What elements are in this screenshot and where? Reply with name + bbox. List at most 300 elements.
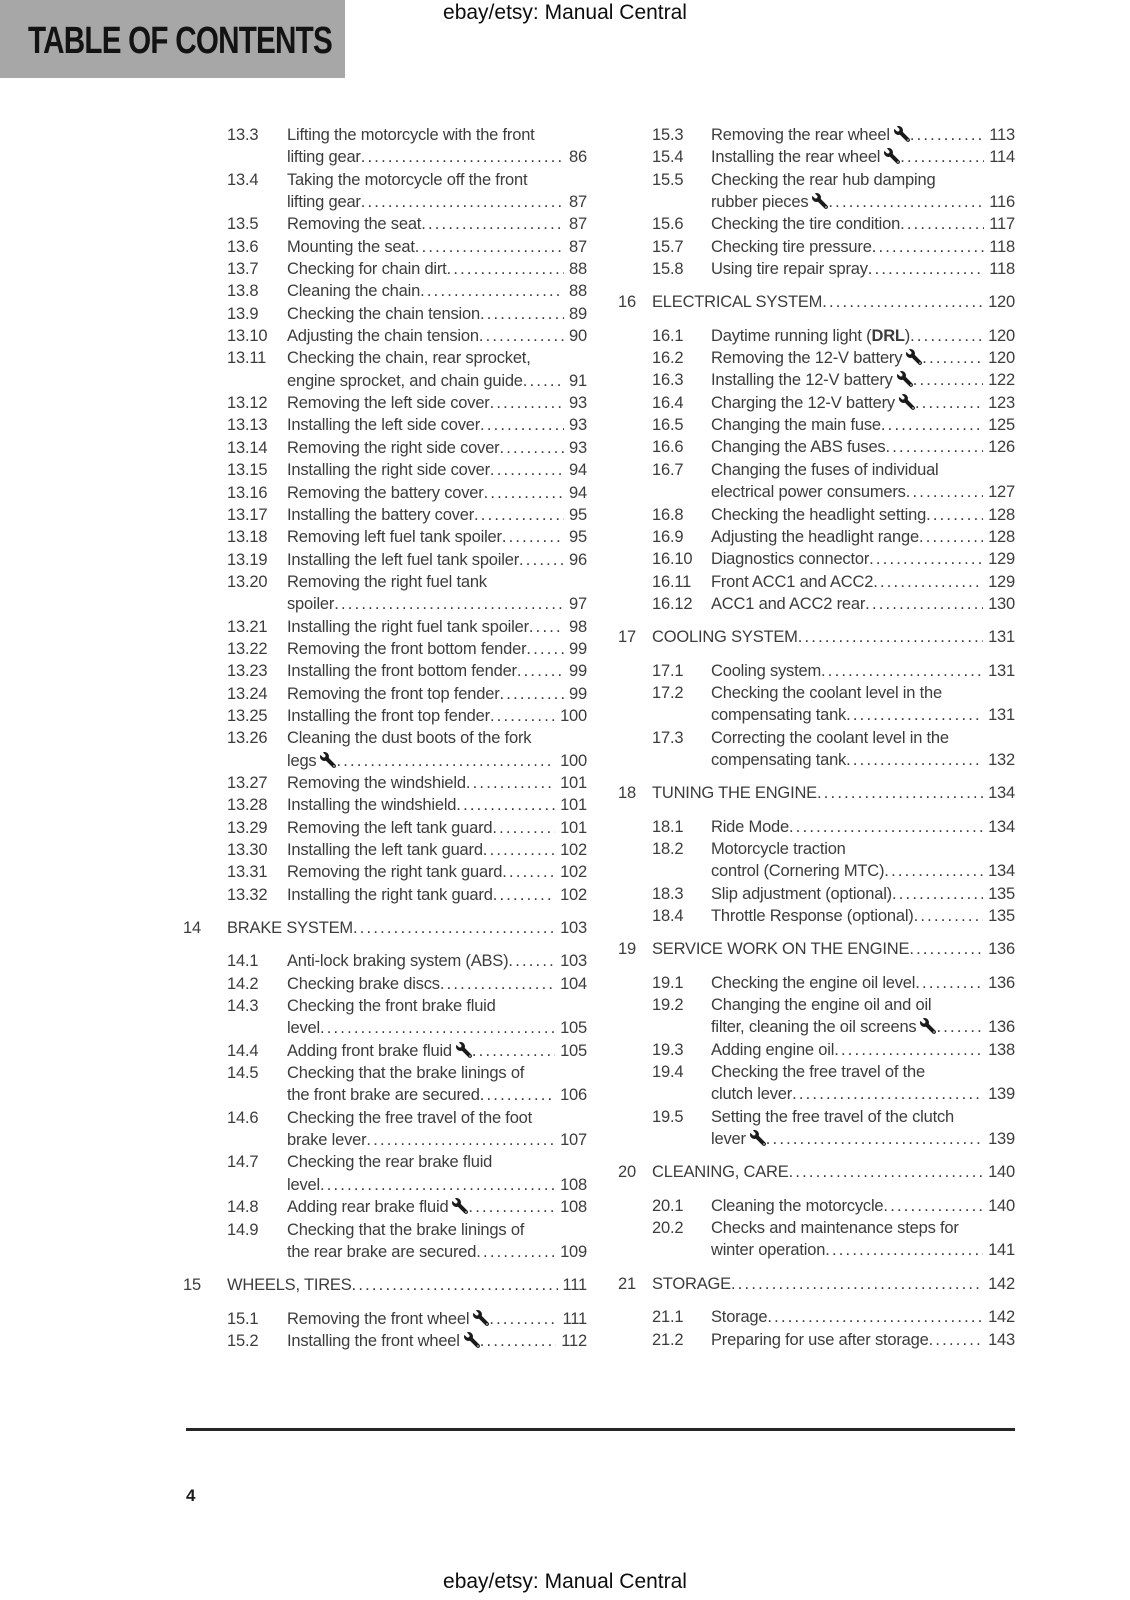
entry-number: 17.2 bbox=[652, 683, 684, 702]
toc-section-entry bbox=[618, 236, 1015, 258]
dot-leader bbox=[517, 660, 564, 682]
dot-leader bbox=[821, 660, 983, 682]
toc-section-entry bbox=[183, 1062, 587, 1107]
entry-title: Anti-lock braking system (ABS) bbox=[287, 952, 509, 971]
entry-number: 18.4 bbox=[652, 907, 684, 925]
entry-number: 15.7 bbox=[652, 237, 684, 256]
entry-number: 14.3 bbox=[227, 997, 259, 1016]
toc-section-entry bbox=[618, 883, 1015, 905]
page-number: 103 bbox=[560, 952, 587, 971]
dot-leader bbox=[884, 860, 983, 882]
page-number: 134 bbox=[988, 817, 1015, 836]
page-number: 99 bbox=[569, 639, 587, 658]
toc-section-entry bbox=[183, 839, 587, 861]
toc-section-entry bbox=[183, 459, 587, 481]
toc-section-entry bbox=[618, 325, 1015, 347]
dot-leader bbox=[490, 392, 564, 414]
page-number: 104 bbox=[560, 974, 587, 993]
page-number: 93 bbox=[569, 394, 587, 413]
entry-title: Lifting the motorcycle with the front bbox=[287, 126, 535, 144]
entry-number: 14 bbox=[183, 919, 201, 938]
entry-title: Installing the right fuel tank spoiler bbox=[287, 617, 529, 636]
dot-leader bbox=[910, 124, 984, 146]
entry-number: 13.11 bbox=[227, 349, 267, 368]
dot-leader bbox=[817, 782, 983, 804]
page-number: 94 bbox=[569, 461, 587, 480]
dot-leader bbox=[472, 1040, 555, 1062]
toc-section-entry bbox=[183, 347, 587, 392]
toc-section-entry bbox=[618, 526, 1015, 548]
entry-title: Front ACC1 and ACC2 bbox=[711, 572, 874, 591]
dot-leader bbox=[320, 1174, 555, 1196]
dot-leader bbox=[336, 750, 555, 772]
entry-title: Checking the front brake fluid bbox=[287, 997, 496, 1016]
entry-title: ACC1 and ACC2 rear bbox=[711, 594, 866, 613]
dot-leader bbox=[915, 972, 983, 994]
wrench-icon bbox=[920, 1018, 936, 1034]
toc-chapter-entry bbox=[618, 938, 1015, 960]
dot-leader bbox=[926, 504, 983, 526]
toc-section-entry bbox=[618, 169, 1015, 214]
dot-leader bbox=[789, 1161, 983, 1183]
entry-number: 13.8 bbox=[227, 282, 259, 301]
page-number: 114 bbox=[989, 148, 1015, 167]
entry-title: Checking the rear brake fluid bbox=[287, 1153, 493, 1172]
entry-number: 16.11 bbox=[652, 572, 692, 591]
entry-number: 14.7 bbox=[227, 1153, 259, 1172]
dot-leader bbox=[421, 213, 564, 235]
toc-chapter-entry bbox=[618, 782, 1015, 804]
toc-section-entry bbox=[183, 861, 587, 883]
dot-leader bbox=[415, 236, 564, 258]
dot-leader bbox=[320, 1017, 555, 1039]
entry-number: 16.1 bbox=[652, 326, 684, 345]
page-number: 134 bbox=[988, 784, 1015, 803]
wrench-icon bbox=[464, 1332, 480, 1348]
entry-number: 15.8 bbox=[652, 260, 684, 279]
entry-number: 19.1 bbox=[652, 973, 684, 992]
page-number: 89 bbox=[569, 304, 587, 323]
dot-leader bbox=[502, 861, 555, 883]
entry-number: 14.4 bbox=[227, 1041, 259, 1060]
entry-title: BRAKE SYSTEM bbox=[227, 919, 353, 938]
entry-title: Checking the headlight setting bbox=[711, 505, 927, 524]
toc-section-entry bbox=[183, 772, 587, 794]
dot-leader bbox=[420, 280, 564, 302]
toc-section-entry bbox=[183, 392, 587, 414]
entry-title: Removing the front wheel bbox=[287, 1308, 489, 1330]
entry-title: lifting gear bbox=[287, 193, 361, 212]
page-title: TABLE OF CONTENTS bbox=[28, 19, 332, 62]
dot-leader bbox=[885, 436, 983, 458]
toc-section-entry bbox=[618, 124, 1015, 146]
entry-number: 13.16 bbox=[227, 483, 268, 502]
page-number: 141 bbox=[988, 1241, 1015, 1260]
toc-chapter-entry bbox=[183, 917, 587, 939]
page-number: 135 bbox=[988, 907, 1015, 925]
page-number: 130 bbox=[988, 594, 1015, 613]
toc-column-left bbox=[183, 124, 587, 1352]
page-number: 98 bbox=[569, 617, 587, 636]
entry-number: 13.6 bbox=[227, 237, 259, 256]
wrench-icon bbox=[750, 1130, 766, 1146]
entry-number: 13.26 bbox=[227, 729, 268, 748]
entry-title: Changing the main fuse bbox=[711, 416, 881, 435]
toc-section-entry bbox=[618, 1039, 1015, 1061]
dot-leader bbox=[846, 749, 983, 771]
toc-section-entry bbox=[183, 616, 587, 638]
entry-number: 13.18 bbox=[227, 528, 268, 547]
toc-section-entry bbox=[183, 1219, 587, 1264]
dot-leader bbox=[834, 1039, 983, 1061]
toc-section-entry bbox=[183, 571, 587, 616]
page-number: 122 bbox=[988, 371, 1015, 390]
dot-leader bbox=[489, 1308, 557, 1330]
toc-section-entry bbox=[183, 303, 587, 325]
toc-section-entry bbox=[183, 973, 587, 995]
dot-leader bbox=[508, 950, 555, 972]
dot-leader bbox=[865, 593, 983, 615]
toc-section-entry bbox=[183, 213, 587, 235]
entry-title: Installing the left tank guard bbox=[287, 841, 483, 859]
page-number-footer: 4 bbox=[186, 1486, 196, 1505]
entry-title: electrical power consumers bbox=[711, 483, 906, 502]
page-number: 95 bbox=[569, 505, 587, 524]
toc-section-entry bbox=[618, 436, 1015, 458]
page-number: 118 bbox=[989, 260, 1015, 279]
page-number: 117 bbox=[989, 215, 1015, 234]
page-number: 140 bbox=[988, 1163, 1015, 1182]
page-number: 134 bbox=[988, 862, 1015, 881]
toc-section-entry bbox=[183, 280, 587, 302]
page-number: 140 bbox=[988, 1196, 1015, 1215]
toc-chapter-entry bbox=[618, 1273, 1015, 1295]
entry-number: 13.28 bbox=[227, 796, 268, 815]
entry-title: clutch lever bbox=[711, 1085, 793, 1104]
entry-number: 13.15 bbox=[227, 461, 268, 480]
wrench-icon bbox=[320, 752, 336, 768]
toc-section-entry bbox=[618, 548, 1015, 570]
entry-title: Daytime running light (DRL) bbox=[711, 326, 911, 345]
page-number: 135 bbox=[988, 884, 1015, 903]
entry-number: 20.1 bbox=[652, 1196, 684, 1215]
toc-section-entry bbox=[183, 236, 587, 258]
dot-leader bbox=[883, 1195, 983, 1217]
entry-title: engine sprocket, and chain guide bbox=[287, 371, 523, 390]
toc-section-entry bbox=[618, 459, 1015, 504]
page-number: 125 bbox=[988, 416, 1015, 435]
entry-number: 13.31 bbox=[227, 863, 268, 882]
page-number: 131 bbox=[988, 706, 1015, 725]
toc-section-entry bbox=[618, 213, 1015, 235]
entry-title: rubber pieces bbox=[711, 191, 828, 213]
page-number: 95 bbox=[569, 528, 587, 547]
table-of-contents bbox=[183, 124, 1015, 1352]
page-number: 100 bbox=[560, 751, 587, 770]
toc-section-entry bbox=[618, 258, 1015, 280]
entry-title: Checking that the brake linings of bbox=[287, 1220, 525, 1239]
entry-title: Setting the free travel of the clutch bbox=[711, 1107, 954, 1126]
toc-section-entry bbox=[183, 817, 587, 839]
dot-leader bbox=[480, 1084, 555, 1106]
dot-leader bbox=[868, 258, 984, 280]
toc-section-entry bbox=[618, 392, 1015, 414]
entry-number: 13.7 bbox=[227, 260, 259, 279]
entry-title: Changing the ABS fuses bbox=[711, 438, 886, 457]
page-number: 131 bbox=[988, 661, 1015, 680]
page-number: 91 bbox=[569, 371, 587, 390]
toc-section-entry bbox=[183, 683, 587, 705]
page-number: 142 bbox=[988, 1274, 1015, 1293]
entry-title: filter, cleaning the oil screens bbox=[711, 1016, 936, 1038]
entry-title: Preparing for use after storage bbox=[711, 1330, 929, 1349]
entry-title: COOLING SYSTEM bbox=[652, 628, 798, 647]
dot-leader bbox=[914, 905, 983, 927]
entry-number: 16.7 bbox=[652, 460, 684, 479]
entry-title: lever bbox=[711, 1128, 766, 1150]
entry-title: Installing the front top fender bbox=[287, 706, 490, 725]
entry-title: brake lever bbox=[287, 1131, 367, 1150]
entry-title: Removing left fuel tank spoiler bbox=[287, 528, 502, 547]
page-number: 87 bbox=[569, 193, 587, 212]
dot-leader bbox=[466, 772, 555, 794]
dot-leader bbox=[913, 369, 983, 391]
wrench-icon bbox=[456, 1042, 472, 1058]
page-number: 103 bbox=[560, 919, 587, 938]
page-number: 126 bbox=[988, 438, 1015, 457]
page-number: 99 bbox=[569, 684, 587, 703]
entry-title: Installing the front bottom fender bbox=[287, 662, 517, 681]
wrench-icon bbox=[906, 349, 922, 365]
entry-number: 18.1 bbox=[652, 817, 684, 836]
page-number: 138 bbox=[988, 1040, 1015, 1059]
entry-title: level bbox=[287, 1175, 320, 1194]
page-number: 101 bbox=[560, 818, 587, 837]
page-number: 111 bbox=[562, 1309, 587, 1328]
dot-leader bbox=[476, 1241, 555, 1263]
entry-title: Throttle Response (optional) bbox=[711, 907, 914, 925]
entry-title: Checking brake discs bbox=[287, 974, 440, 993]
page-number: 108 bbox=[560, 1175, 587, 1194]
page-number: 139 bbox=[988, 1085, 1015, 1104]
page-number: 102 bbox=[560, 885, 587, 904]
entry-title: Removing the front bottom fender bbox=[287, 639, 527, 658]
page-number: 113 bbox=[989, 126, 1015, 144]
page-number: 106 bbox=[560, 1086, 587, 1105]
entry-title: Checking tire pressure bbox=[711, 237, 872, 256]
dot-leader bbox=[929, 1329, 983, 1351]
entry-title: Changing the engine oil and oil bbox=[711, 996, 932, 1015]
toc-section-entry bbox=[618, 1329, 1015, 1351]
dot-leader bbox=[334, 593, 564, 615]
wrench-icon bbox=[884, 148, 900, 164]
entry-title: Checking for chain dirt bbox=[287, 260, 447, 279]
entry-number: 13.5 bbox=[227, 215, 259, 234]
entry-title: Removing the rear wheel bbox=[711, 124, 910, 146]
entry-number: 13.23 bbox=[227, 662, 268, 681]
dot-leader bbox=[915, 392, 983, 414]
toc-section-entry bbox=[183, 995, 587, 1040]
entry-title: Taking the motorcycle off the front bbox=[287, 170, 528, 189]
dot-leader bbox=[499, 437, 564, 459]
entry-number: 13.9 bbox=[227, 304, 259, 323]
dot-leader bbox=[872, 236, 985, 258]
wrench-icon bbox=[473, 1310, 489, 1326]
page-number: 129 bbox=[988, 572, 1015, 591]
entry-title: Correcting the coolant level in the bbox=[711, 728, 949, 747]
toc-section-entry bbox=[618, 347, 1015, 369]
entry-number: 18 bbox=[618, 784, 636, 803]
dot-leader bbox=[936, 1016, 983, 1038]
entry-number: 13.21 bbox=[227, 617, 268, 636]
entry-title: level bbox=[287, 1019, 320, 1038]
entry-title: Installing the battery cover bbox=[287, 505, 475, 524]
entry-title: Cleaning the chain bbox=[287, 282, 421, 301]
entry-title: Installing the right tank guard bbox=[287, 885, 493, 904]
toc-section-entry bbox=[618, 1217, 1015, 1262]
entry-title: Removing the battery cover bbox=[287, 483, 484, 502]
entry-number: 16.12 bbox=[652, 594, 693, 613]
entry-title: Cleaning the motorcycle bbox=[711, 1196, 884, 1215]
page-number: 120 bbox=[988, 293, 1015, 312]
dot-leader bbox=[892, 883, 983, 905]
page-number: 128 bbox=[988, 505, 1015, 524]
entry-number: 13.4 bbox=[227, 170, 259, 189]
page-number: 132 bbox=[988, 750, 1015, 769]
dot-leader bbox=[881, 414, 983, 436]
entry-title: WHEELS, TIRES bbox=[227, 1276, 352, 1295]
entry-number: 14.2 bbox=[227, 974, 259, 993]
toc-section-entry bbox=[618, 1306, 1015, 1328]
entry-title: Removing the left side cover bbox=[287, 394, 490, 413]
entry-title: CLEANING, CARE bbox=[652, 1163, 789, 1182]
wrench-icon bbox=[452, 1198, 468, 1214]
page-number: 88 bbox=[569, 282, 587, 301]
toc-section-entry bbox=[183, 705, 587, 727]
page-number: 116 bbox=[989, 193, 1015, 212]
dot-leader bbox=[484, 482, 564, 504]
toc-section-entry bbox=[618, 838, 1015, 883]
page-number: 88 bbox=[569, 260, 587, 279]
dot-leader bbox=[483, 839, 555, 861]
entry-title: SERVICE WORK ON THE ENGINE bbox=[652, 940, 910, 959]
toc-section-entry bbox=[183, 1107, 587, 1152]
wrench-icon bbox=[894, 126, 910, 142]
entry-number: 20.2 bbox=[652, 1219, 684, 1238]
entry-number: 13.3 bbox=[227, 126, 259, 144]
page-number: 127 bbox=[988, 483, 1015, 502]
dot-leader bbox=[922, 347, 983, 369]
entry-title: Adding front brake fluid bbox=[287, 1040, 472, 1062]
toc-section-entry bbox=[183, 1330, 587, 1352]
toc-section-entry bbox=[618, 682, 1015, 727]
entry-title: Checking the engine oil level bbox=[711, 973, 916, 992]
entry-number: 13.22 bbox=[227, 639, 268, 658]
entry-number: 13.30 bbox=[227, 841, 268, 859]
entry-number: 18.2 bbox=[652, 839, 684, 858]
page-number: 120 bbox=[988, 349, 1015, 368]
entry-number: 17.1 bbox=[652, 661, 684, 680]
bottom-watermark: ebay/etsy: Manual Central bbox=[443, 1570, 687, 1593]
toc-chapter-entry bbox=[618, 1161, 1015, 1183]
toc-section-entry bbox=[183, 124, 587, 169]
entry-title: Installing the left side cover bbox=[287, 416, 481, 435]
entry-number: 15 bbox=[183, 1276, 201, 1295]
toc-section-entry bbox=[618, 593, 1015, 615]
entry-number: 13.17 bbox=[227, 505, 268, 524]
dot-leader bbox=[825, 1239, 983, 1261]
toc-section-entry bbox=[183, 325, 587, 347]
dot-leader bbox=[479, 325, 564, 347]
page-number: 107 bbox=[560, 1131, 587, 1150]
dot-leader bbox=[846, 704, 983, 726]
entry-title: Checking that the brake linings of bbox=[287, 1064, 525, 1083]
entry-number: 15.6 bbox=[652, 215, 684, 234]
entry-number: 16.9 bbox=[652, 527, 684, 546]
dot-leader bbox=[480, 414, 564, 436]
page-number: 143 bbox=[988, 1330, 1015, 1349]
toc-section-entry bbox=[183, 1308, 587, 1330]
toc-section-entry bbox=[183, 414, 587, 436]
page-number: 112 bbox=[561, 1331, 587, 1350]
page-number: 101 bbox=[560, 773, 587, 792]
toc-section-entry bbox=[618, 1061, 1015, 1106]
entry-title: compensating tank bbox=[711, 750, 847, 769]
dot-leader bbox=[447, 258, 564, 280]
dot-leader bbox=[822, 291, 983, 313]
dot-leader bbox=[919, 526, 983, 548]
page-number: 131 bbox=[988, 628, 1015, 647]
entry-number: 17 bbox=[618, 628, 636, 647]
toc-section-entry bbox=[183, 1151, 587, 1196]
dot-leader bbox=[523, 370, 564, 392]
page-number: 108 bbox=[560, 1198, 587, 1217]
entry-title: Checks and maintenance steps for bbox=[711, 1219, 959, 1238]
toc-section-entry bbox=[183, 258, 587, 280]
page-number: 142 bbox=[988, 1308, 1015, 1327]
entry-title: Cooling system bbox=[711, 661, 821, 680]
entry-title: Adjusting the headlight range bbox=[711, 527, 919, 546]
dot-leader bbox=[767, 1306, 983, 1328]
toc-section-entry bbox=[618, 727, 1015, 772]
entry-number: 14.9 bbox=[227, 1220, 259, 1239]
entry-number: 13.12 bbox=[227, 394, 268, 413]
page-number: 120 bbox=[988, 326, 1015, 345]
entry-title: Removing the windshield bbox=[287, 773, 466, 792]
entry-number: 14.6 bbox=[227, 1108, 259, 1127]
toc-section-entry bbox=[618, 660, 1015, 682]
entry-number: 19.3 bbox=[652, 1040, 684, 1059]
page-number: 105 bbox=[560, 1019, 587, 1038]
entry-number: 13.13 bbox=[227, 416, 268, 435]
toc-section-entry bbox=[183, 1196, 587, 1218]
entry-number: 13.14 bbox=[227, 438, 268, 457]
entry-title: Checking the free travel of the bbox=[711, 1063, 925, 1082]
entry-number: 14.1 bbox=[227, 952, 259, 971]
toc-section-entry bbox=[183, 504, 587, 526]
entry-title: Changing the fuses of individual bbox=[711, 460, 939, 479]
dot-leader bbox=[480, 303, 564, 325]
dot-leader bbox=[353, 917, 555, 939]
dot-leader bbox=[440, 973, 555, 995]
entry-title: Installing the left fuel tank spoiler bbox=[287, 550, 519, 569]
entry-number: 19.4 bbox=[652, 1063, 684, 1082]
entry-title: Using tire repair spray bbox=[711, 260, 868, 279]
entry-number: 15.5 bbox=[652, 170, 684, 189]
dot-leader bbox=[828, 191, 984, 213]
toc-section-entry bbox=[183, 169, 587, 214]
entry-title: Checking the rear hub damping bbox=[711, 170, 936, 189]
